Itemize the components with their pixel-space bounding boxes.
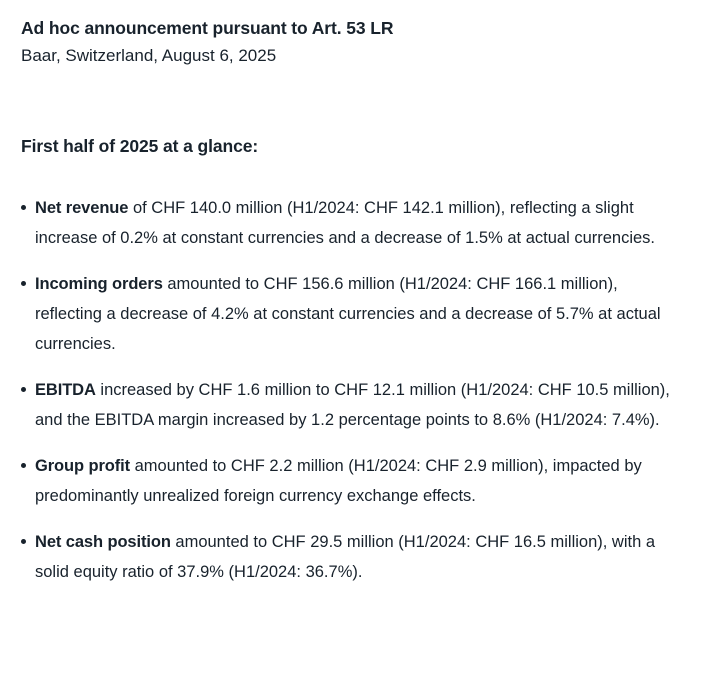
list-item-lead: EBITDA [35, 381, 96, 399]
page-title: Ad hoc announcement pursuant to Art. 53 LR [21, 18, 394, 38]
bullet-dot-icon [21, 205, 26, 210]
list-item [21, 193, 685, 253]
list-item [21, 375, 685, 435]
list-item-lead: Net cash position [35, 533, 171, 551]
list-item [21, 451, 685, 511]
list-item-body: amounted to CHF 2.2 million (H1/2024: CHF 2.9 million), impacted by predominantly unrealized foreign currency exchange effects. [35, 457, 642, 505]
highlights-list [21, 160, 706, 587]
bullet-dot-icon [21, 387, 26, 392]
list-item-text [35, 451, 685, 511]
bullet-dot-icon [21, 463, 26, 468]
bullet-dot-icon [21, 281, 26, 286]
list-item-body: amounted to CHF 29.5 million (H1/2024: CHF 16.5 million), with a solid equity ratio of 37.9% (H1/2024: 36.7%). [35, 533, 656, 581]
list-item-lead: Incoming orders [35, 275, 163, 293]
list-item-lead: Group profit [35, 457, 131, 475]
list-item-text [35, 527, 685, 587]
list-item-text [35, 269, 685, 359]
list-item [21, 269, 685, 359]
list-item [21, 527, 685, 587]
dateline: Baar, Switzerland, August 6, 2025 [21, 46, 277, 65]
list-item-lead: Net revenue [35, 199, 129, 217]
list-item-body: amounted to CHF 156.6 million (H1/2024: CHF 166.1 million), reflecting a decrease of 4.2% at constant currencies and a decrease of 5.7% at actual currencies. [35, 275, 661, 353]
list-item-text [35, 375, 685, 435]
bullet-dot-icon [21, 539, 26, 544]
list-item-text [35, 193, 685, 253]
list-item-body: of CHF 140.0 million (H1/2024: CHF 142.1 million), reflecting a slight increase of 0.2% at constant currencies and a decrease of 1.5% at actual currencies. [35, 199, 656, 247]
section-heading-first-half-2025: First half of 2025 at a glance: [21, 136, 259, 156]
list-item-body: increased by CHF 1.6 million to CHF 12.1 million (H1/2024: CHF 10.5 million), and the EBITDA margin increased by 1.2 percentage points to 8.6% (H1/2024: 7.4%). [35, 381, 670, 429]
